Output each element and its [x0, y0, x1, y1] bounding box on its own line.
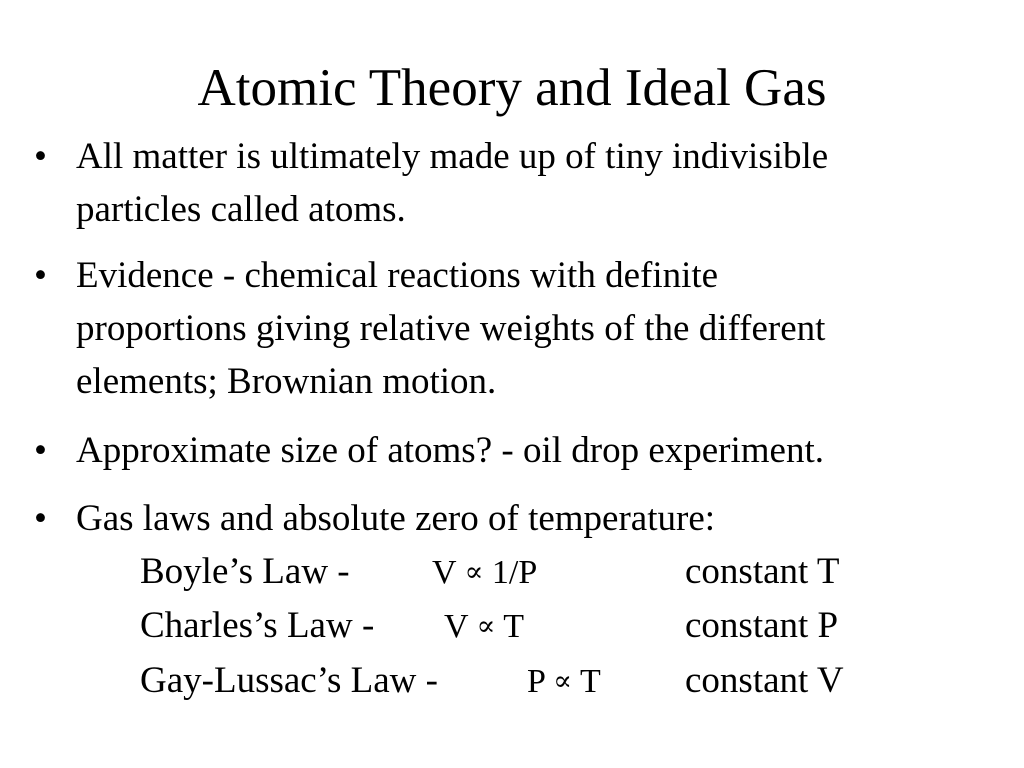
- bullet-marker: •: [34, 255, 47, 296]
- bullet-line: proportions giving relative weights of the different: [76, 308, 826, 349]
- bullet-text: [76, 424, 824, 477]
- charles-law-condition: constant P: [685, 605, 839, 646]
- charles-law-formula: [444, 599, 524, 653]
- boyles-law-condition: constant T: [685, 551, 840, 592]
- charles-law-name: Charles’s Law -: [140, 605, 375, 646]
- bullet-line: elements; Brownian motion.: [76, 361, 497, 402]
- bullet-marker: •: [34, 498, 47, 539]
- bullet-text: [76, 492, 715, 545]
- gay-lussac-law-name: Gay-Lussac’s Law -: [140, 660, 438, 701]
- bullet-text: [76, 249, 825, 408]
- boyles-law-formula: [432, 545, 537, 599]
- proportional-symbol: ∝: [553, 664, 573, 697]
- formula-variable: T: [503, 608, 525, 645]
- formula-variable: P: [527, 663, 545, 700]
- bullet-line: All matter is ultimately made up of tiny indivisible: [76, 136, 829, 177]
- proportional-symbol: ∝: [464, 555, 484, 588]
- gay-lussac-law-formula: [527, 654, 601, 708]
- bullet-line: Approximate size of atoms? - oil drop experiment.: [76, 430, 825, 471]
- bullet-marker: •: [34, 430, 47, 471]
- boyles-law-name: Boyle’s Law -: [140, 551, 350, 592]
- formula-variable: T: [580, 663, 601, 700]
- proportional-symbol: ∝: [476, 609, 496, 642]
- bullet-line: particles called atoms.: [76, 189, 406, 230]
- bullet-line: Gas laws and absolute zero of temperature:: [76, 498, 716, 539]
- bullet-line: Evidence - chemical reactions with definite: [76, 255, 719, 296]
- bullet-marker: •: [34, 136, 47, 177]
- gay-lussac-law-condition: constant V: [685, 660, 844, 701]
- formula-variable: V: [432, 554, 456, 591]
- bullet-text: [76, 130, 828, 236]
- formula-variable: V: [444, 608, 468, 645]
- slide-title: Atomic Theory and Ideal Gas: [197, 59, 827, 117]
- formula-variable: 1/P: [491, 554, 538, 591]
